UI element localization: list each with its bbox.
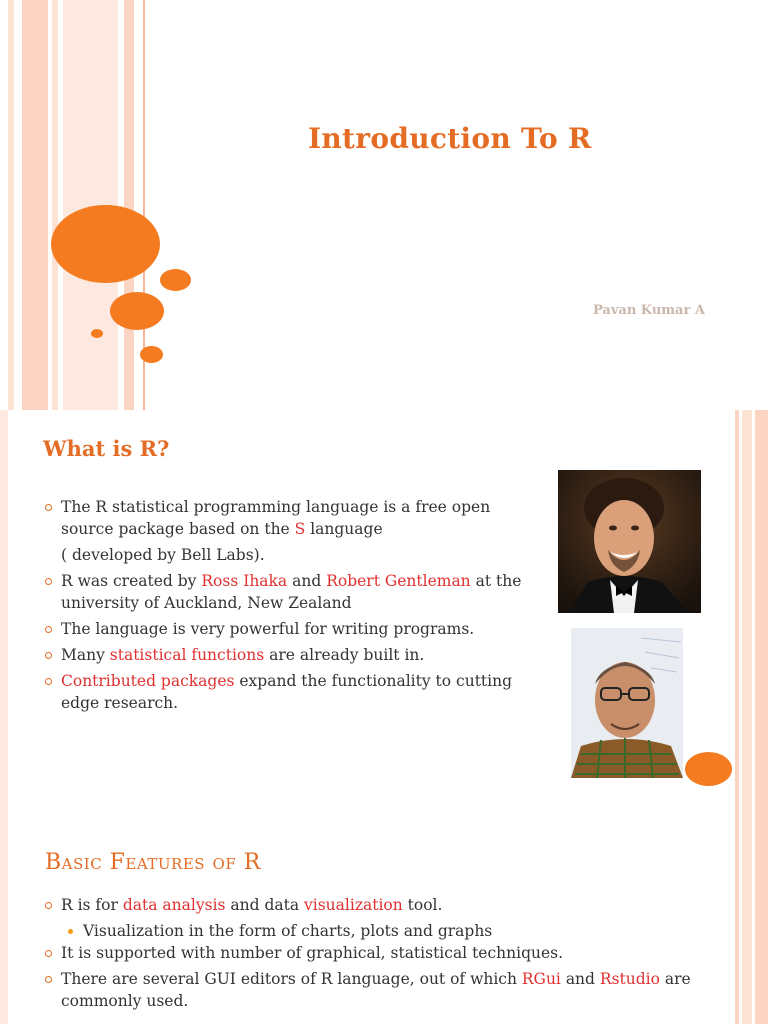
bullet-marker-icon: [45, 578, 52, 585]
bullet-item: [44, 544, 534, 566]
bullet-text: and: [560, 970, 600, 988]
bullet-item: [44, 894, 724, 916]
slide-title: Introduction To R: [308, 122, 592, 155]
bullet-item: [44, 644, 534, 666]
bullet-text: R is for: [61, 896, 123, 914]
bullet-text: and data: [225, 896, 305, 914]
bullet-text: at the university of Auckland, New Zealand: [61, 572, 522, 612]
sub-bullet-marker-icon: [68, 929, 73, 934]
bullet-text: are commonly used.: [61, 970, 691, 1010]
bullet-text: It is supported with number of graphical, statistical techniques.: [61, 944, 564, 962]
title-slide: [0, 0, 768, 410]
decorative-stripe: [124, 0, 134, 410]
highlighted-term: Robert Gentleman: [326, 572, 471, 590]
bullet-text: language: [305, 520, 383, 538]
highlighted-term: Rstudio: [599, 970, 660, 988]
highlighted-term: statistical functions: [109, 646, 265, 664]
bullet-text: and: [287, 572, 327, 590]
highlighted-term: data analysis: [122, 896, 226, 914]
decorative-stripe: [735, 814, 739, 1024]
bullet-text: tool.: [402, 896, 443, 914]
decorative-circle: [160, 269, 191, 291]
bullet-text: R was created by: [61, 572, 202, 590]
bullet-marker-icon: [45, 626, 52, 633]
bullet-list: [44, 894, 724, 1016]
bullet-marker-icon: [45, 678, 52, 685]
bullet-text: are already built in.: [264, 646, 425, 664]
bullet-marker-icon: [45, 504, 52, 511]
what-is-r-slide: [0, 410, 768, 814]
bullet-marker-icon: [45, 976, 52, 983]
bullet-item: [44, 570, 534, 614]
decorative-circle: [51, 205, 160, 283]
basic-features-slide: [0, 814, 768, 1024]
decorative-stripe: [755, 410, 768, 814]
decorative-stripe: [0, 814, 8, 1024]
bullet-item: [44, 942, 724, 964]
bullet-item: [44, 670, 534, 714]
bullet-item: [44, 618, 534, 640]
highlighted-term: Contributed packages: [61, 672, 235, 690]
highlighted-term: Ross Ihaka: [201, 572, 288, 590]
decorative-stripe: [0, 410, 8, 814]
bullet-text: Visualization in the form of charts, plots and graphs: [83, 922, 493, 940]
decorative-stripe: [8, 0, 14, 410]
decorative-stripe: [22, 0, 48, 410]
highlighted-term: RGui: [521, 970, 561, 988]
slide-heading: Basic Features of R: [45, 850, 261, 875]
bullet-item: [44, 968, 724, 1012]
bullet-list: [44, 496, 534, 718]
bullet-item: [66, 920, 724, 942]
bullet-marker-icon: [45, 950, 52, 957]
bullet-marker-icon: [45, 652, 52, 659]
decorative-stripe: [52, 0, 58, 410]
decorative-circle: [140, 346, 163, 363]
bullet-text: The language is very powerful for writing programs.: [61, 620, 475, 638]
decorative-stripe: [755, 814, 768, 1024]
highlighted-term: S: [294, 520, 306, 538]
slide-heading: What is R?: [43, 436, 170, 461]
decorative-circle: [91, 329, 103, 338]
bullet-text: The R statistical programming language is a free open source package based on the: [61, 498, 491, 538]
bullet-item: [44, 496, 534, 540]
bullet-marker-icon: [45, 902, 52, 909]
decorative-circle: [685, 752, 732, 786]
bullet-text: There are several GUI editors of R language, out of which: [61, 970, 522, 988]
portrait-photo-robert-gentleman: [571, 628, 683, 778]
author-name: Pavan Kumar A: [593, 303, 705, 318]
highlighted-term: visualization: [304, 896, 403, 914]
decorative-stripe: [735, 410, 739, 814]
decorative-stripe: [742, 814, 752, 1024]
decorative-circle: [110, 292, 164, 330]
bullet-text: ( developed by Bell Labs).: [61, 546, 265, 564]
bullet-text: expand the functionality to cutting edge research.: [61, 672, 513, 712]
portrait-photo-ross-ihaka: [558, 470, 701, 613]
bullet-text: Many: [61, 646, 110, 664]
decorative-stripe: [742, 410, 752, 814]
